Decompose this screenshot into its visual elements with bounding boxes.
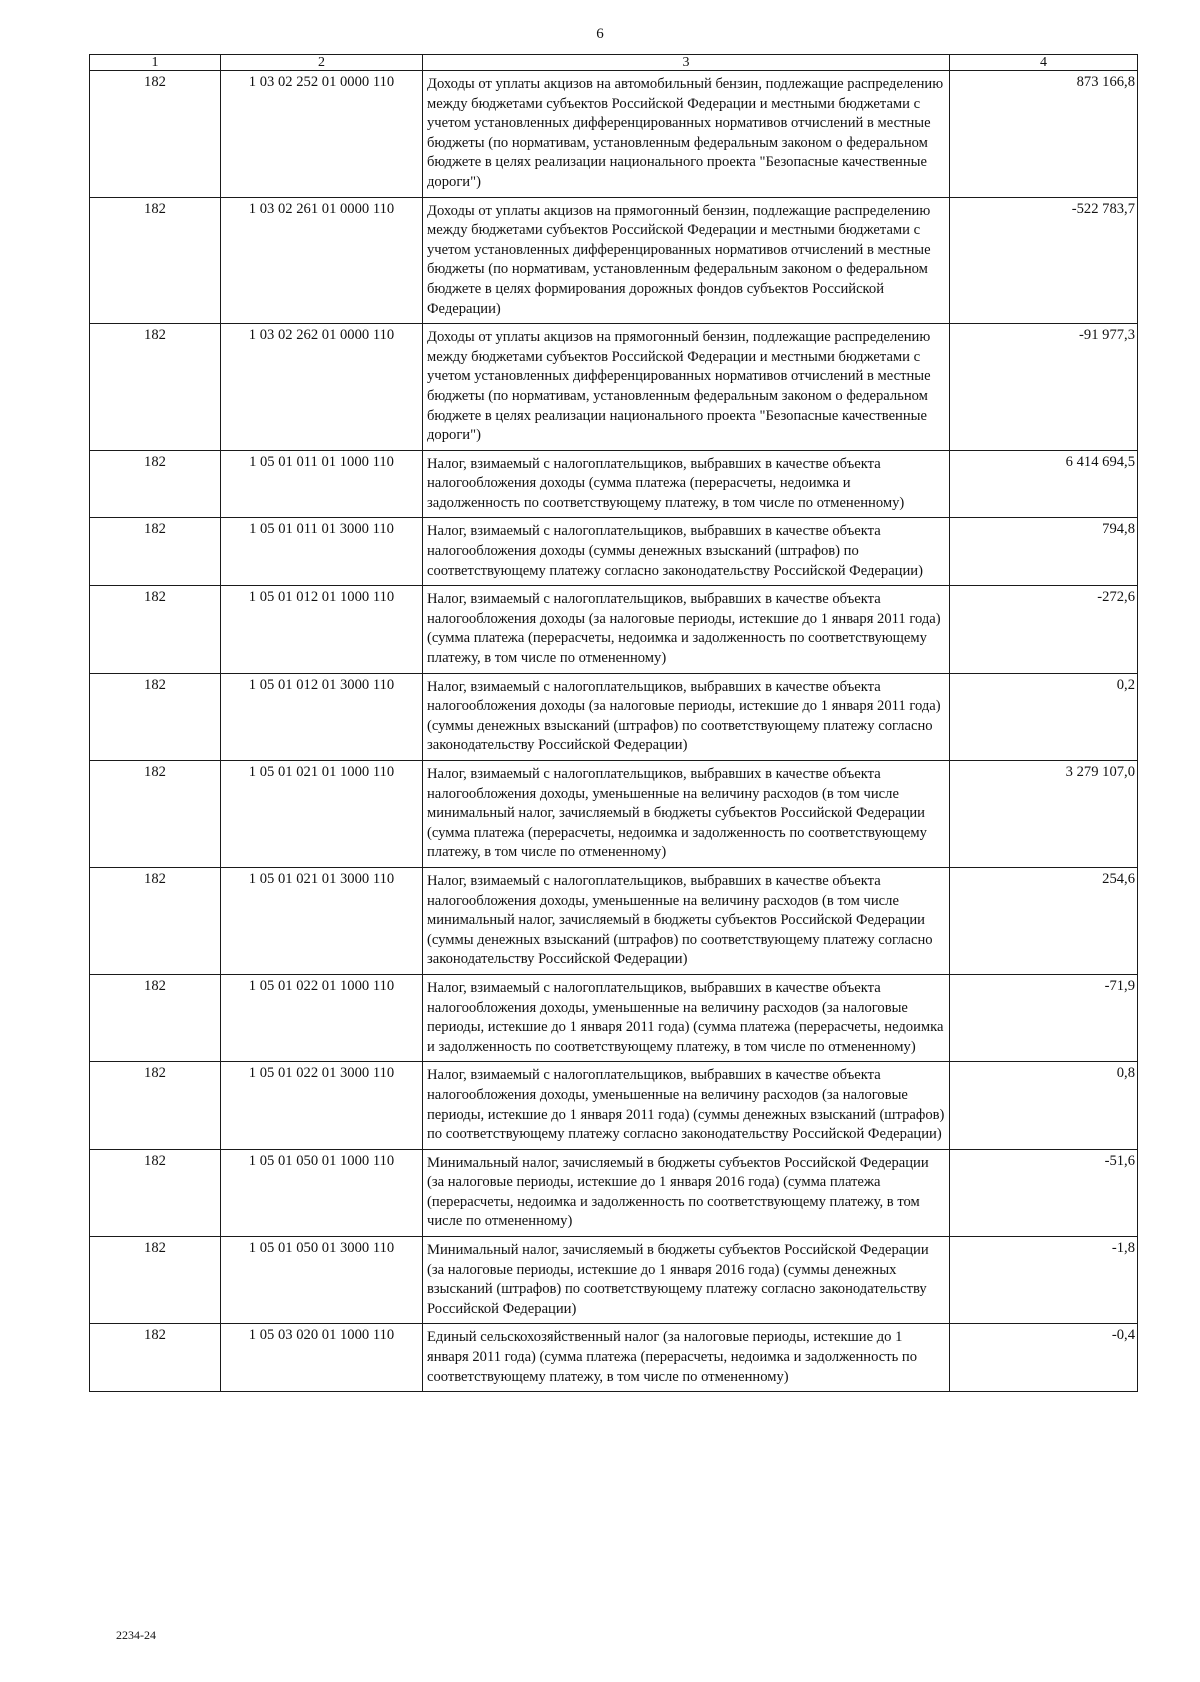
revenue-name-cell: Доходы от уплаты акцизов на прямогонный бензин, подлежащие распределению между бюджетами субъектов Российской Федерации и местными бюджетами с учетом установленных дифференцированных нормативов отчислений в местные бюджеты (по нормативам, установленным федеральным законом о федеральном бюджете в целях реализации национального проекта "Безопасные качественные дороги") [423,324,950,451]
amount-cell: 794,8 [950,518,1138,586]
revenue-name-cell: Налог, взимаемый с налогоплательщиков, выбравших в качестве объекта налогообложения доходы (за налоговые периоды, истекшие до 1 января 2011 года) (сумма платежа (перерасчеты, недоимка и задолженность по соответствующему платежу, в том числе по отмененному) [423,586,950,673]
table-row [90,71,1138,198]
admin-code-cell: 182 [90,867,221,974]
budget-code-cell: 1 05 01 011 01 3000 110 [221,518,423,586]
column-header-2: 2 [221,55,423,71]
table-row [90,586,1138,673]
amount-cell: 3 279 107,0 [950,761,1138,868]
table-row [90,1062,1138,1149]
budget-code-cell: 1 03 02 252 01 0000 110 [221,71,423,198]
amount-cell: -522 783,7 [950,197,1138,324]
revenue-name-cell: Налог, взимаемый с налогоплательщиков, выбравших в качестве объекта налогообложения доходы (сумма платежа (перерасчеты, недоимка и задолженность по соответствующему платежу, в том числе по отмененному) [423,450,950,518]
amount-cell: -91 977,3 [950,324,1138,451]
admin-code-cell: 182 [90,518,221,586]
amount-cell: 254,6 [950,867,1138,974]
revenue-name-cell: Минимальный налог, зачисляемый в бюджеты субъектов Российской Федерации (за налоговые периоды, истекшие до 1 января 2016 года) (суммы денежных взысканий (штрафов) по соответствующему платежу согласно законодательству Российской Федерации) [423,1237,950,1324]
revenue-name-cell: Налог, взимаемый с налогоплательщиков, выбравших в качестве объекта налогообложения доходы, уменьшенные на величину расходов (в том числе минимальный налог, зачисляемый в бюджеты субъектов Российской Федерации (суммы денежных взысканий (штрафов) по соответствующему платежу согласно законодательству Российской Федерации) [423,867,950,974]
admin-code-cell: 182 [90,450,221,518]
revenue-table [89,54,1138,1392]
table-row [90,197,1138,324]
page-number: 6 [596,26,604,42]
admin-code-cell: 182 [90,1062,221,1149]
amount-cell: 0,2 [950,673,1138,760]
amount-cell: -71,9 [950,974,1138,1061]
budget-code-cell: 1 05 01 012 01 3000 110 [221,673,423,760]
table-body [90,71,1138,1392]
table-row [90,1237,1138,1324]
amount-cell: 0,8 [950,1062,1138,1149]
budget-code-cell: 1 05 01 021 01 1000 110 [221,761,423,868]
budget-code-cell: 1 05 01 022 01 1000 110 [221,974,423,1061]
admin-code-cell: 182 [90,586,221,673]
revenue-name-cell: Доходы от уплаты акцизов на прямогонный бензин, подлежащие распределению между бюджетами субъектов Российской Федерации и местными бюджетами с учетом установленных дифференцированных нормативов отчислений в местные бюджеты (по нормативам, установленным федеральным законом о федеральном бюджете в целях формирования дорожных фондов субъектов Российской Федерации) [423,197,950,324]
revenue-name-cell: Доходы от уплаты акцизов на автомобильный бензин, подлежащие распределению между бюджетами субъектов Российской Федерации и местными бюджетами с учетом установленных дифференцированных нормативов отчислений в местные бюджеты (по нормативам, установленным федеральным законом о федеральном бюджете в целях реализации национального проекта "Безопасные качественные дороги") [423,71,950,198]
amount-cell: 6 414 694,5 [950,450,1138,518]
admin-code-cell: 182 [90,761,221,868]
budget-code-cell: 1 05 01 011 01 1000 110 [221,450,423,518]
amount-cell: -1,8 [950,1237,1138,1324]
document-code: 2234-24 [116,1628,156,1642]
admin-code-cell: 182 [90,1149,221,1236]
admin-code-cell: 182 [90,197,221,324]
table-row [90,761,1138,868]
table-row [90,518,1138,586]
amount-cell: -272,6 [950,586,1138,673]
revenue-name-cell: Налог, взимаемый с налогоплательщиков, выбравших в качестве объекта налогообложения доходы (за налоговые периоды, истекшие до 1 января 2011 года) (суммы денежных взысканий (штрафов) по соответствующему платежу согласно законодательству Российской Федерации) [423,673,950,760]
revenue-name-cell: Налог, взимаемый с налогоплательщиков, выбравших в качестве объекта налогообложения доходы, уменьшенные на величину расходов (за налоговые периоды, истекшие до 1 января 2011 года) (суммы денежных взысканий (штрафов) по соответствующему платежу согласно законодательству Российской Федерации) [423,1062,950,1149]
table-row [90,324,1138,451]
amount-cell: 873 166,8 [950,71,1138,198]
revenue-name-cell: Единый сельскохозяйственный налог (за налоговые периоды, истекшие до 1 января 2011 года) (сумма платежа (перерасчеты, недоимка и задолженность по соответствующему платежу, в том числе по отмененному) [423,1324,950,1392]
revenue-name-cell: Налог, взимаемый с налогоплательщиков, выбравших в качестве объекта налогообложения доходы, уменьшенные на величину расходов (в том числе минимальный налог, зачисляемый в бюджеты субъектов Российской Федерации (сумма платежа (перерасчеты, недоимка и задолженность по соответствующему платежу, в том числе по отмененному) [423,761,950,868]
budget-code-cell: 1 05 01 050 01 1000 110 [221,1149,423,1236]
admin-code-cell: 182 [90,1324,221,1392]
revenue-name-cell: Минимальный налог, зачисляемый в бюджеты субъектов Российской Федерации (за налоговые периоды, истекшие до 1 января 2016 года) (сумма платежа (перерасчеты, недоимка и задолженность по соответствующему платежу, в том числе по отмененному) [423,1149,950,1236]
budget-code-cell: 1 05 01 050 01 3000 110 [221,1237,423,1324]
table-row [90,867,1138,974]
column-header-1: 1 [90,55,221,71]
admin-code-cell: 182 [90,1237,221,1324]
table-row [90,974,1138,1061]
budget-code-cell: 1 05 01 022 01 3000 110 [221,1062,423,1149]
amount-cell: -51,6 [950,1149,1138,1236]
table-row [90,1324,1138,1392]
admin-code-cell: 182 [90,71,221,198]
amount-cell: -0,4 [950,1324,1138,1392]
admin-code-cell: 182 [90,324,221,451]
budget-code-cell: 1 05 01 021 01 3000 110 [221,867,423,974]
column-header-3: 3 [423,55,950,71]
admin-code-cell: 182 [90,673,221,760]
table-row [90,450,1138,518]
admin-code-cell: 182 [90,974,221,1061]
budget-code-cell: 1 05 03 020 01 1000 110 [221,1324,423,1392]
header-row [90,55,1138,71]
budget-code-cell: 1 03 02 261 01 0000 110 [221,197,423,324]
revenue-name-cell: Налог, взимаемый с налогоплательщиков, выбравших в качестве объекта налогообложения доходы, уменьшенные на величину расходов (за налоговые периоды, истекшие до 1 января 2011 года) (сумма платежа (перерасчеты, недоимка и задолженность по соответствующему платежу, в том числе по отмененному) [423,974,950,1061]
table-row [90,673,1138,760]
revenue-name-cell: Налог, взимаемый с налогоплательщиков, выбравших в качестве объекта налогообложения доходы (суммы денежных взысканий (штрафов) по соответствующему платежу согласно законодательству Российской Федерации) [423,518,950,586]
table-row [90,1149,1138,1236]
column-header-4: 4 [950,55,1138,71]
budget-code-cell: 1 03 02 262 01 0000 110 [221,324,423,451]
budget-code-cell: 1 05 01 012 01 1000 110 [221,586,423,673]
